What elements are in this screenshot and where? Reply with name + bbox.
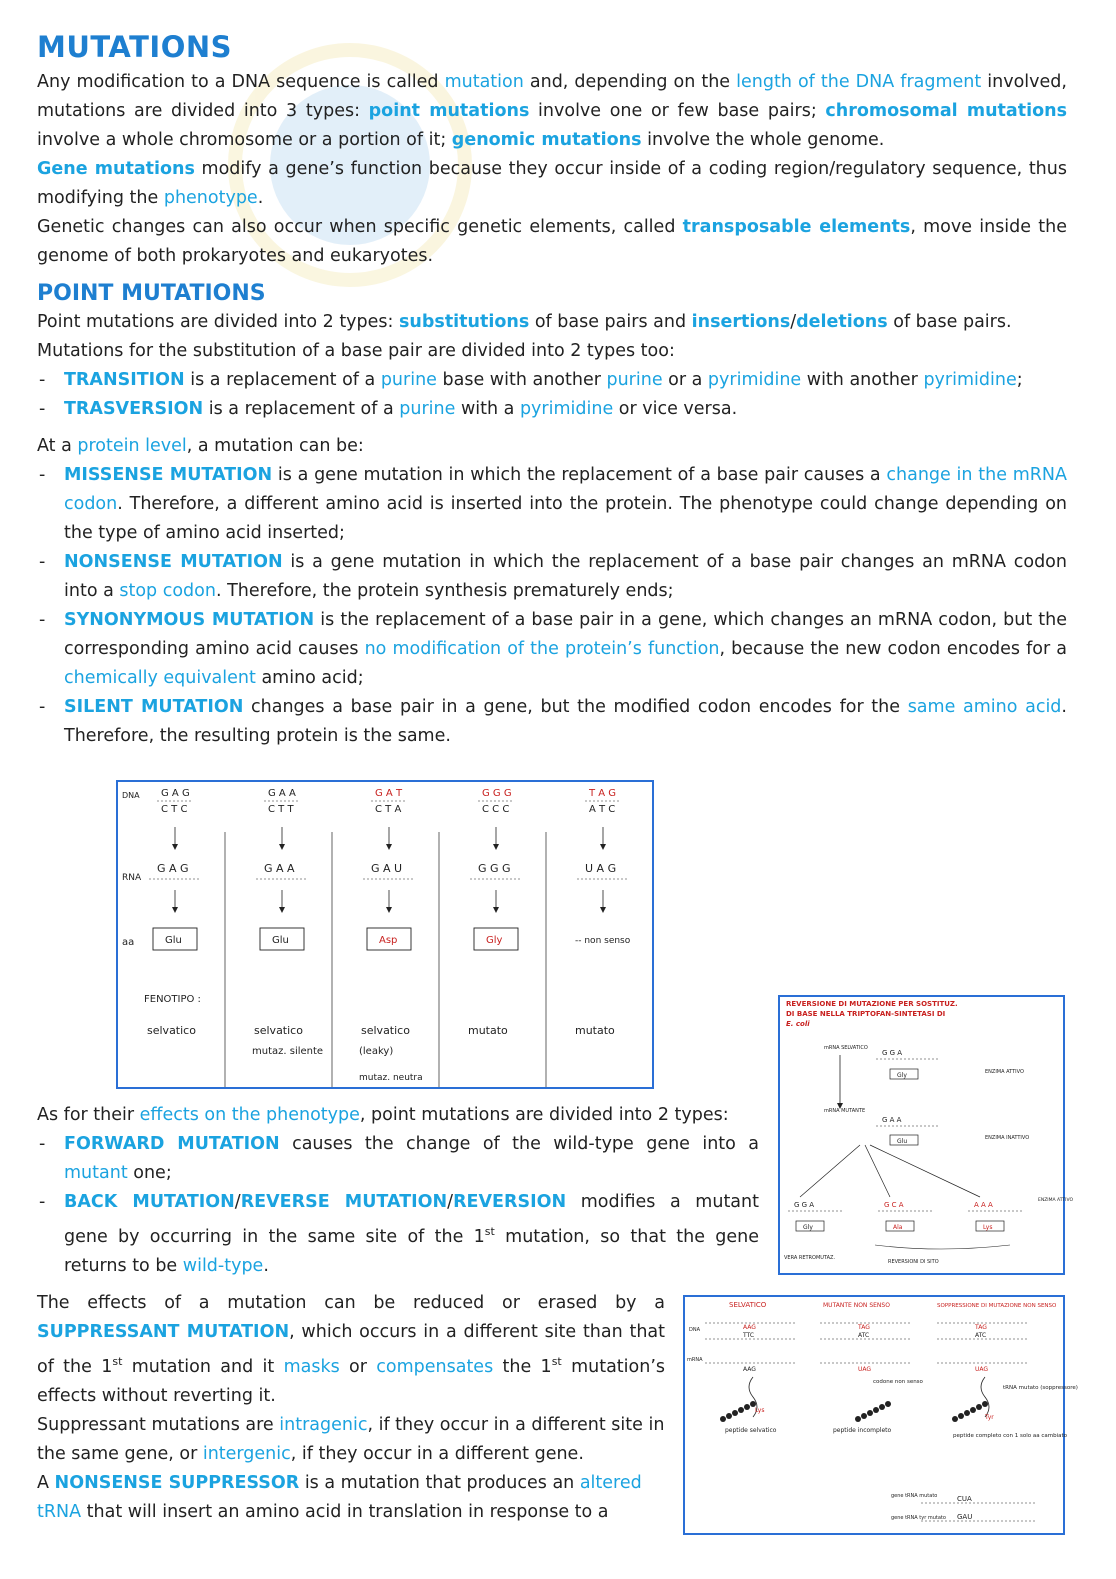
fig1-phenotype: selvatico — [254, 1024, 303, 1037]
fig2-title-3: E. coli — [786, 1020, 810, 1028]
protein-level-list — [37, 461, 1067, 751]
page-title: MUTATIONS — [37, 30, 233, 64]
intro-paragraph-3: Genetic changes can also occur when specific genetic elements, called transposable elements, move inside the genome of both prokaryotes and eukaryotes. — [37, 217, 1067, 266]
fig3-codone-label: codone non senso — [873, 1379, 923, 1385]
list-item-forward: - FORWARD MUTATION causes the change of the wild-type gene into a mutant one; — [37, 1130, 759, 1188]
fig3-mrna-codon: AAG — [743, 1366, 756, 1373]
fig3-peptide-bead — [720, 1416, 726, 1422]
point-paragraph-3: At a protein level, a mutation can be: — [37, 436, 364, 456]
fig3-gene-tyr: gene tRNA tyr mutato — [891, 1515, 946, 1521]
fig1-aa-name: Glu — [165, 935, 182, 946]
fig2-rev-codon: A A A — [974, 1201, 993, 1209]
fig1-dna-bottom: C T T — [268, 804, 294, 815]
fig3-peptide-bead — [952, 1416, 958, 1422]
point-paragraph-2: Mutations for the substitution of a base pair are divided into 2 types too: — [37, 341, 675, 361]
fig1-dna-top: G G G — [482, 788, 512, 799]
fig2-aa-mut: Glu — [897, 1138, 908, 1145]
fig2-rev-aa: Gly — [803, 1224, 813, 1231]
fig3-peptide-bead — [873, 1407, 879, 1413]
list-item-missense: - MISSENSE MUTATION is a gene mutation in which the replacement of a base pair causes a change in the mRNA codon. Therefore, a different amino acid is inserted into the protein. The phenotype could change depending on the type of amino acid inserted; — [37, 461, 1067, 548]
list-item-nonsense: - NONSENSE MUTATION is a gene mutation in which the replacement of a base pair changes an mRNA codon into a stop codon. Therefore, the protein synthesis prematurely ends; — [37, 548, 1067, 606]
fig1-phenotype: selvatico — [361, 1024, 410, 1037]
fig1-arrow-head-2 — [172, 907, 178, 913]
fig1-dna-bottom: C C C — [482, 804, 510, 815]
list-item-silent: - SILENT MUTATION changes a base pair in a gene, but the modified codon encodes for the same amino acid. Therefore, the resulting protein is the same. — [37, 693, 1067, 751]
fig3-dna-label: DNA — [689, 1327, 701, 1333]
fig3-dna-codon-2: TTC — [743, 1332, 755, 1339]
fig1-phenotype: selvatico — [147, 1024, 196, 1037]
point-mutations-heading: POINT MUTATIONS — [37, 281, 266, 306]
suppress-paragraph-3: A NONSENSE SUPPRESSOR is a mutation that produces an altered tRNA that will insert an amino acid in translation in response to a — [37, 1472, 642, 1522]
fig1-dna-bottom: C T A — [375, 804, 402, 815]
fig1-phenotype-note: mutaz. silente — [252, 1046, 324, 1057]
fig1-aa-label: aa — [122, 937, 135, 948]
fig2-codon-wild: G G A — [882, 1049, 903, 1057]
fig2-rev-codon: G C A — [884, 1201, 904, 1209]
fig2-rev-aa: Ala — [893, 1224, 903, 1231]
fig1-rna-codon: G A G — [157, 862, 189, 875]
fig2-title-2: DI BASE NELLA TRIPTOFAN-SINTETASI DI — [786, 1010, 946, 1018]
effects-block — [37, 1101, 759, 1281]
fig2-branch-1 — [800, 1145, 860, 1197]
fig2-enz-active-2: ENZIMA ATTIVO — [1038, 1198, 1074, 1203]
fig2-codon-mut: G A A — [882, 1116, 902, 1124]
suppress-paragraph-1: The effects of a mutation can be reduced or erased by a SUPPRESSANT MUTATION, which occurs in a different site than that of the 1st mutation and it masks or compensates the 1st mutation’s effects without reverting it. — [37, 1292, 666, 1406]
fig3-tyr: Tyr — [985, 1414, 994, 1421]
fig1-arrow-head — [386, 844, 392, 850]
fig2-reversions — [788, 1201, 1023, 1231]
fig1-rna-codon: G G G — [478, 862, 511, 875]
fig3-peptide-bead — [885, 1401, 891, 1407]
fig2-mrna-wild: mRNA SELVATICO — [824, 1045, 868, 1051]
fig1-arrow-head — [493, 844, 499, 850]
fig3-pep1: peptide selvatico — [725, 1427, 777, 1434]
fig1-dna-label: DNA — [122, 791, 140, 800]
fig2-true-rev: VERA RETROMUTAZ. — [784, 1255, 836, 1261]
fig1-arrow-head-2 — [386, 907, 392, 913]
fig3-peptide-bead — [976, 1404, 982, 1410]
list-item-back: - BACK MUTATION/REVERSE MUTATION/REVERSION modifies a mutant gene by occurring in the same site of the 1st mutation, so that the gene returns to be wild-type. — [37, 1188, 759, 1281]
fig3-heading-3: SOPPRESSIONE DI MUTAZIONE NON SENSO — [937, 1303, 1057, 1309]
fig3-peptide-bead — [732, 1410, 738, 1416]
fig1-phenotype-note-2: mutaz. neutra — [359, 1073, 423, 1083]
fig3-peptide-bead — [861, 1413, 867, 1419]
fig2-aa-wild: Gly — [897, 1072, 907, 1079]
fig3-peptide-bead — [867, 1410, 873, 1416]
fig1-arrow-head — [600, 844, 606, 850]
point-paragraph-1: Point mutations are divided into 2 types: substitutions of base pairs and insertions/deletions of base pairs. — [37, 312, 1012, 332]
fig3-columns — [705, 1323, 1027, 1422]
suppress-paragraph-2: Suppressant mutations are intragenic, if they occur in a different site in the same gene, or intergenic, if they occur in a different gene. — [37, 1414, 665, 1464]
fig3-dna-codon-2: ATC — [975, 1332, 987, 1339]
fig2-enz-inactive: ENZIMA INATTIVO — [985, 1135, 1030, 1141]
fig3-dna-codon: TAG — [975, 1324, 987, 1331]
fig1-dna-bottom: C T C — [161, 804, 188, 815]
fig1-columns — [147, 788, 631, 1087]
list-item-transition: - TRANSITION is a replacement of a purine base with another purine or a pyrimidine with another pyrimidine; — [37, 366, 1067, 395]
fig1-phenotype: mutato — [575, 1024, 615, 1037]
fig3-peptide-bead — [970, 1407, 976, 1413]
fig1-rna-label: RNA — [122, 873, 142, 883]
fig2-title-1: REVERSIONE DI MUTAZIONE PER SOSTITUZ. — [786, 1000, 958, 1008]
figure-nonsense-suppression — [683, 1295, 1078, 1535]
fig1-aa-name: -- non senso — [575, 936, 631, 946]
fig3-peptide-bead — [726, 1413, 732, 1419]
fig3-dna-codon-2: ATC — [858, 1332, 870, 1339]
fig3-dna-codon: TAG — [858, 1324, 870, 1331]
fig3-mrna-codon: UAG — [975, 1366, 989, 1373]
list-item-trasversion: - TRASVERSION is a replacement of a purine with a pyrimidine or vice versa. — [37, 395, 1067, 424]
fig2-rev-codon: G G A — [794, 1201, 815, 1209]
fig1-phenotype: mutato — [468, 1024, 508, 1037]
fig3-heading-1: SELVATICO — [729, 1301, 767, 1309]
fig1-phenotype-note: (leaky) — [359, 1046, 394, 1057]
fig1-dna-top: G A G — [161, 788, 190, 799]
fig1-aa-name: Gly — [486, 935, 503, 946]
fig1-rna-codon: U A G — [585, 862, 617, 875]
fig2-enz-active: ENZIMA ATTIVO — [985, 1069, 1024, 1075]
fig1-arrow-head-2 — [493, 907, 499, 913]
figure-reversion — [778, 995, 1074, 1275]
fig3-peptide-bead — [744, 1404, 750, 1410]
fig3-peptide-bead — [855, 1416, 861, 1422]
fig1-aa-name: Asp — [379, 935, 398, 946]
substitution-list — [37, 366, 1067, 424]
fig3-cua: CUA — [957, 1495, 972, 1503]
fig1-phenotype-label: FENOTIPO : — [144, 994, 201, 1005]
fig3-peptide-bead — [982, 1401, 988, 1407]
fig1-arrow-head — [279, 844, 285, 850]
fig2-rev-aa: Lys — [983, 1224, 993, 1231]
fig3-gene-mut: gene tRNA mutato — [891, 1493, 938, 1499]
fig1-dna-top: G A A — [268, 788, 296, 799]
fig3-gau: GAU — [957, 1513, 973, 1521]
effects-paragraph: As for their effects on the phenotype, point mutations are divided into 2 types: — [37, 1105, 729, 1125]
list-item-synonymous: - SYNONYMOUS MUTATION is the replacement of a base pair in a gene, which changes an mRNA codon, but the corresponding amino acid causes no modification of the protein’s function, because the new codon encodes for a chemically equivalent amino acid; — [37, 606, 1067, 693]
fig3-trna-mut: tRNA mutato (soppressore) — [1003, 1385, 1078, 1391]
fig1-rna-codon: G A U — [371, 862, 403, 875]
fig2-mrna-mut: mRNA MUTANTE — [824, 1108, 866, 1114]
fig2-site-rev: REVERSIONI DI SITO — [888, 1259, 939, 1265]
fig3-mrna-codon: UAG — [858, 1366, 872, 1373]
fig1-dna-top: G A T — [375, 788, 403, 799]
fig1-rna-codon: G A A — [264, 862, 295, 875]
fig1-dna-top: T A G — [589, 788, 617, 799]
fig1-arrow-head — [172, 844, 178, 850]
fig3-peptide-bead — [738, 1407, 744, 1413]
suppress-block — [37, 1289, 665, 1527]
fig3-lys: Lys — [755, 1407, 765, 1414]
intro-paragraph-2: Gene mutations modify a gene’s function because they occur inside of a coding region/regulatory sequence, thus modifying the phenotype. — [37, 159, 1067, 208]
effects-list — [37, 1130, 759, 1281]
fig3-peptide-bead — [964, 1410, 970, 1416]
fig1-arrow-head-2 — [279, 907, 285, 913]
fig3-peptide-bead — [958, 1413, 964, 1419]
fig3-trna-shape — [981, 1377, 989, 1417]
fig2-brace — [875, 1245, 1010, 1249]
figure-codon-phenotype — [116, 780, 654, 1089]
fig3-pep2: peptide incompleto — [833, 1427, 892, 1434]
fig1-dna-bottom: A T C — [589, 804, 616, 815]
fig3-mrna-label: mRNA — [687, 1357, 703, 1363]
fig3-dna-codon: AAG — [743, 1324, 756, 1331]
fig3-heading-2: MUTANTE NON SENSO — [823, 1302, 890, 1309]
intro-paragraph-1: Any modification to a DNA sequence is called mutation and, depending on the length of the DNA fragment involved, mutations are divided into 3 types: point mutations involve one or few base pairs; chromosomal mutations involve a whole chromosome or a portion of it; genomic mutations involve the whole genome. — [37, 72, 1067, 150]
fig3-peptide-bead — [879, 1404, 885, 1410]
fig1-arrow-head-2 — [600, 907, 606, 913]
fig1-aa-name: Glu — [272, 935, 289, 946]
fig3-pep3: peptide completo con 1 solo aa cambiato — [953, 1433, 1067, 1439]
